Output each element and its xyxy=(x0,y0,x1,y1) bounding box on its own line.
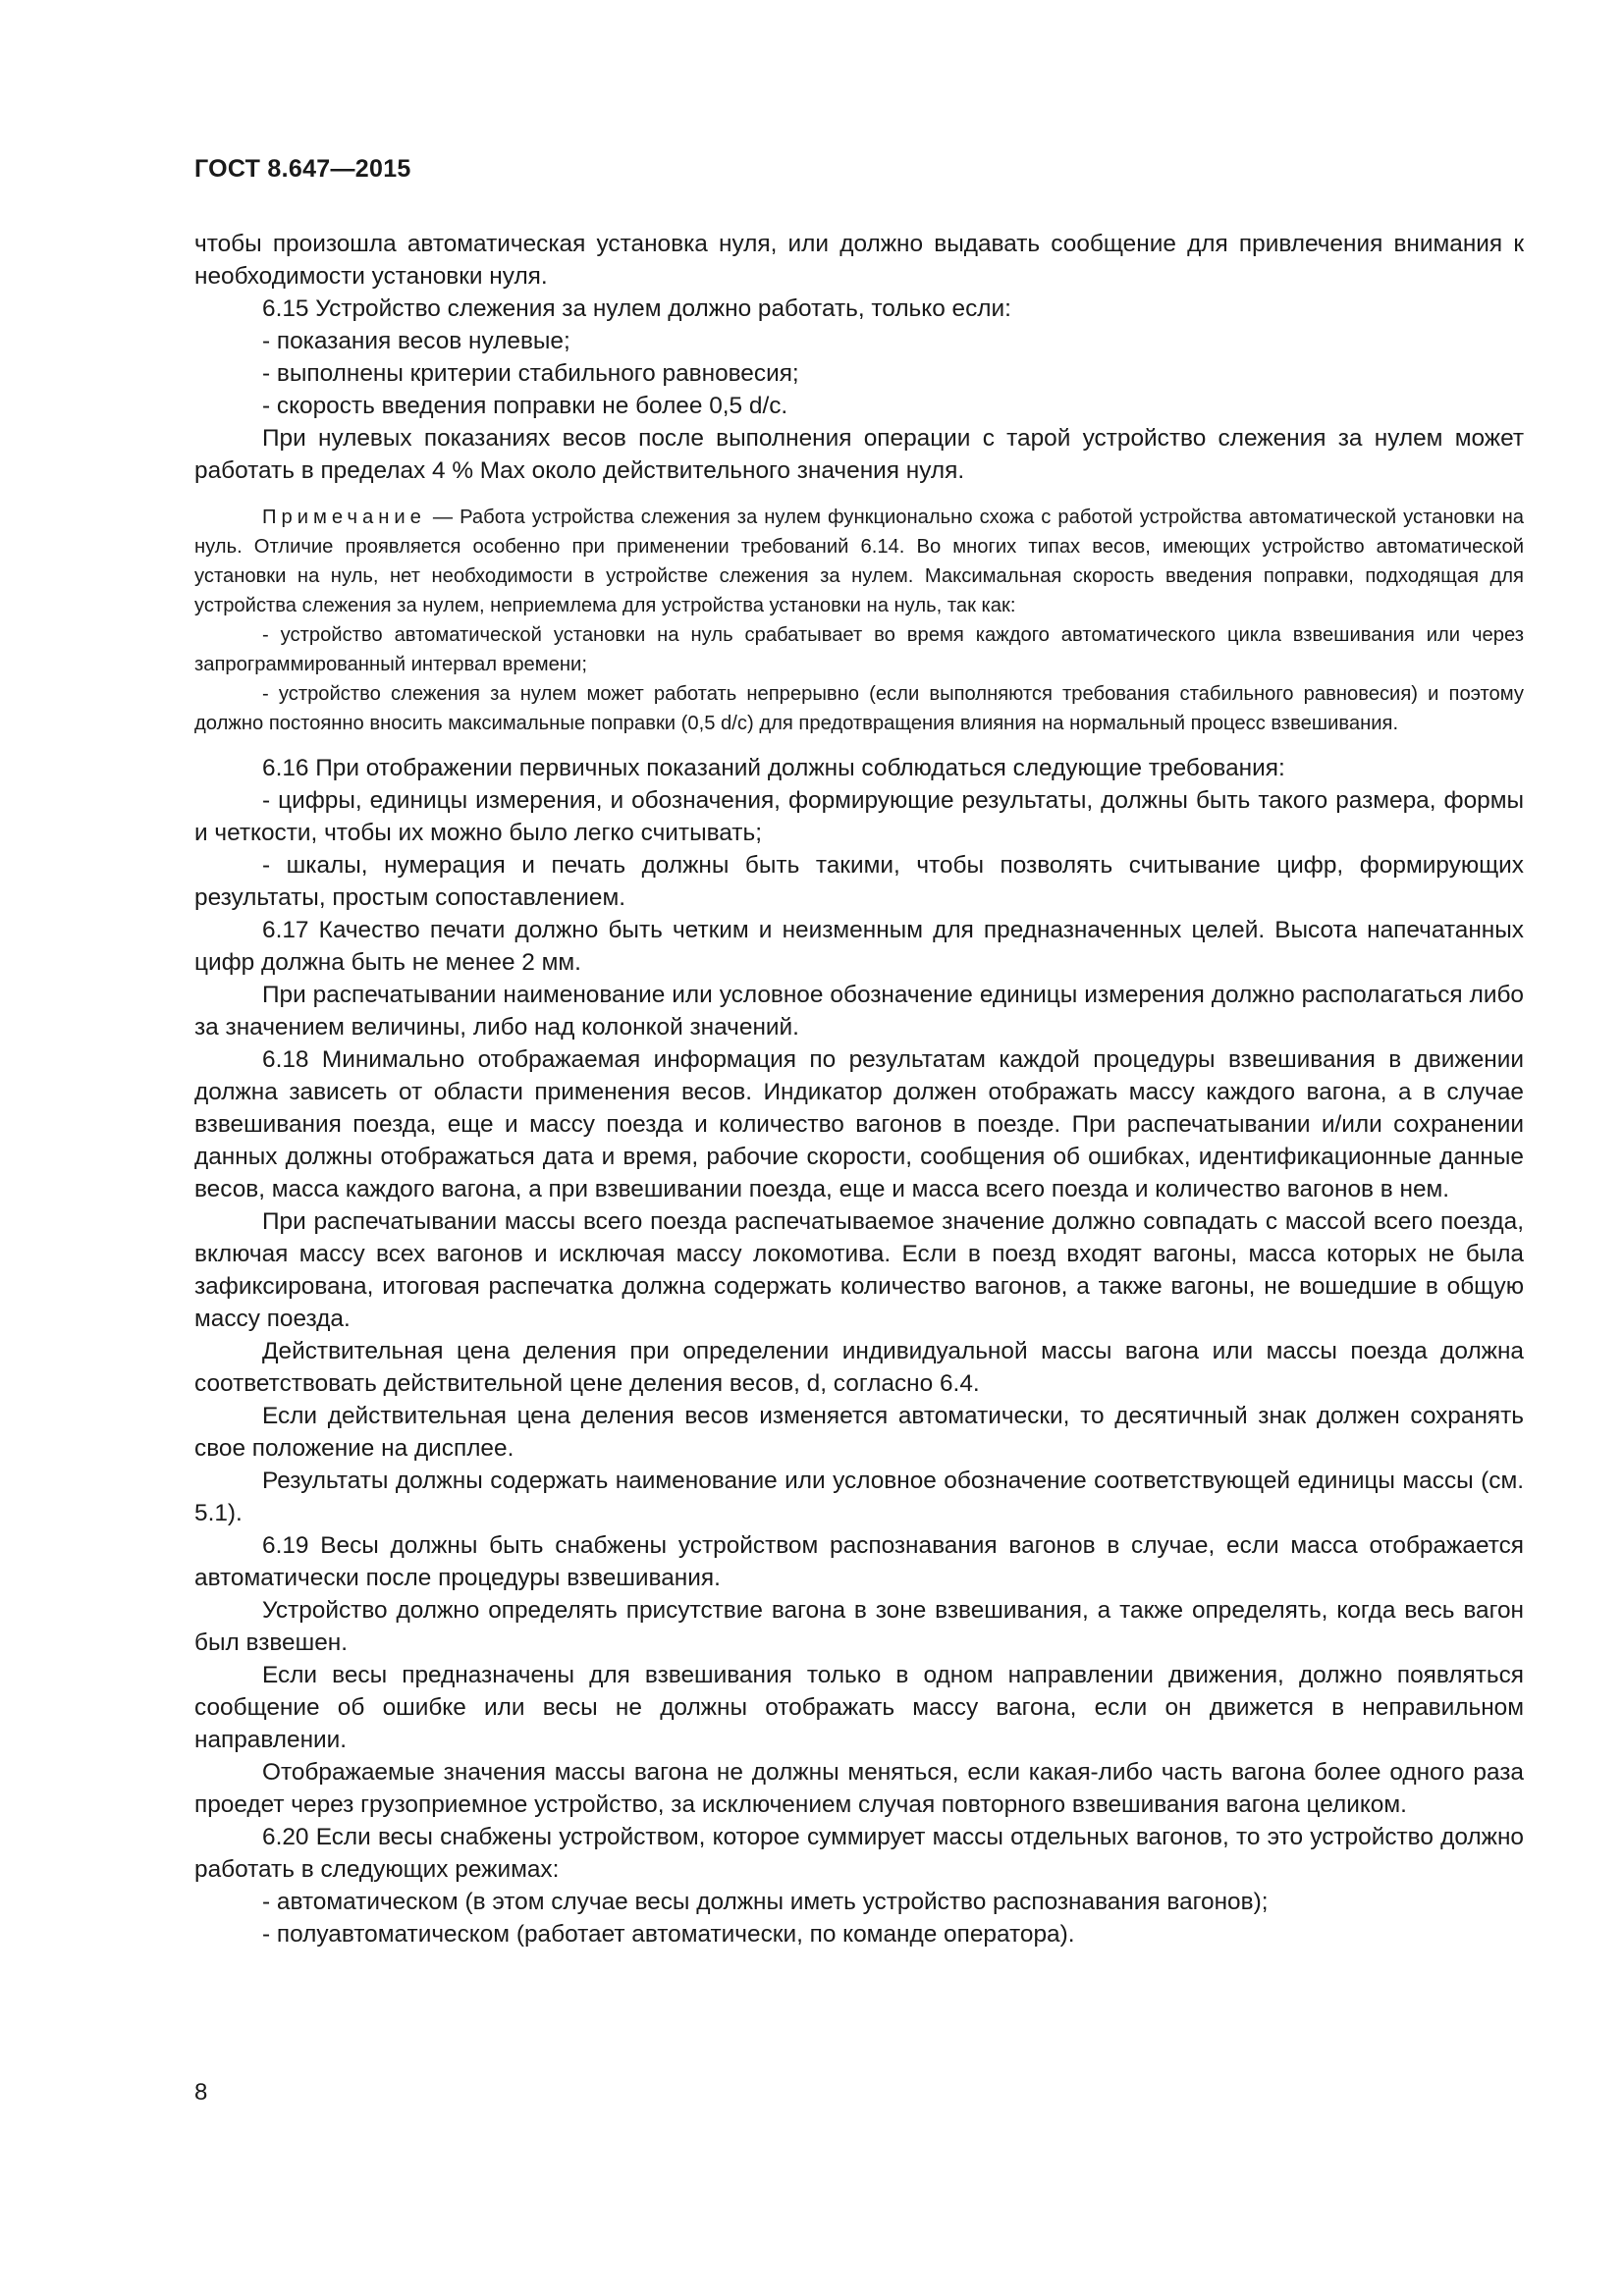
list-item: - шкалы, нумерация и печать должны быть такими, чтобы позволять считывание цифр, формирующих результаты, простым сопоставлением. xyxy=(194,852,1524,911)
list-item: - показания весов нулевые; xyxy=(262,328,570,354)
note-label: Примечание xyxy=(262,507,426,528)
note-item: - устройство слежения за нулем может работать непрерывно (если выполняются требования стабильного равновесия) и поэтому должно постоянно вносить максимальные поправки (0,5 d/c) для предотвращения влияния на нормальный процесс взвешивания. xyxy=(194,683,1524,734)
paragraph: Если весы предназначены для взвешивания только в одном направлении движения, должно появляться сообщение об ошибке или весы не должны отображать массу вагона, если он движется в неправильном направлении. xyxy=(194,1662,1524,1753)
clause-6-18: 6.18 Минимально отображаемая информация по результатам каждой процедуры взвешивания в движении должна зависеть от области применения весов. Индикатор должен отображать массу каждого вагона, а в случае взвешивания поезда, еще и массу поезда и количество вагонов в поезде. При распечатывании и/или сохранении данных должны отображаться дата и время, рабочие скорости, сообщения об ошибках, идентификационные данные весов, масса каждого вагона, а при взвешивании поезда, еще и масса всего поезда и количество вагонов в нем. xyxy=(194,1046,1524,1202)
paragraph: Результаты должны содержать наименование или условное обозначение соответствующей единицы массы (см. 5.1). xyxy=(194,1468,1524,1526)
paragraph: Если действительная цена деления весов изменяется автоматически, то десятичный знак должен сохранять свое положение на дисплее. xyxy=(194,1403,1524,1462)
list-item: - выполнены критерии стабильного равновесия; xyxy=(262,360,799,387)
note-text: Работа устройства слежения за нулем функционально схожа с работой устройства автоматической установки на нуль. Отличие проявляется особенно при применении требований 6.14. Во многих типах весов, имеющих устройство автоматической установки на нуль, нет необходимости в устройстве слежения за нулем. Максимальная скорость введения поправки, подходящая для устройства слежения за нулем, неприемлема для устройства установки на нуль, так как: xyxy=(194,507,1525,616)
clause-6-16: 6.16 При отображении первичных показаний должны соблюдаться следующие требования: xyxy=(262,755,1285,781)
note-item: - устройство автоматической установки на нуль срабатывает во время каждого автоматического цикла взвешивания или через запрограммированный интервал времени; xyxy=(194,624,1524,675)
clause-6-20: 6.20 Если весы снабжены устройством, которое суммирует массы отдельных вагонов, то это устройство должно работать в следующих режимах: xyxy=(194,1824,1524,1883)
clause-6-19: 6.19 Весы должны быть снабжены устройством распознавания вагонов в случае, если масса отображается автоматически после процедуры взвешивания. xyxy=(194,1532,1524,1591)
document-header: ГОСТ 8.647—2015 xyxy=(194,155,411,183)
page-number: 8 xyxy=(194,2079,208,2106)
note-intro xyxy=(194,503,1524,620)
paragraph: Отображаемые значения массы вагона не должны меняться, если какая-либо часть вагона более одного раза проедет через грузоприемное устройство, за исключением случая повторного взвешивания вагона целиком. xyxy=(194,1759,1524,1818)
note-dash: — xyxy=(425,507,460,528)
note-block xyxy=(194,503,1524,738)
paragraph: Действительная цена деления при определении индивидуальной массы вагона или массы поезда должна соответствовать действительной цене деления весов, d, согласно 6.4. xyxy=(194,1338,1524,1397)
paragraph: При нулевых показаниях весов после выполнения операции с тарой устройство слежения за нулем может работать в пределах 4 % Max около действительного значения нуля. xyxy=(194,425,1524,484)
clause-6-17: 6.17 Качество печати должно быть четким и неизменным для предназначенных целей. Высота напечатанных цифр должна быть не менее 2 мм. xyxy=(194,917,1524,976)
document-body xyxy=(194,228,1524,1950)
list-item: - автоматическом (в этом случае весы должны иметь устройство распознавания вагонов); xyxy=(262,1889,1269,1915)
paragraph: Устройство должно определять присутствие вагона в зоне взвешивания, а также определять, когда весь вагон был взвешен. xyxy=(194,1597,1524,1656)
list-item: - цифры, единицы измерения, и обозначения, формирующие результаты, должны быть такого размера, формы и четкости, чтобы их можно было легко считывать; xyxy=(194,787,1524,846)
paragraph: При распечатывании наименование или условное обозначение единицы измерения должно располагаться либо за значением величины, либо над колонкой значений. xyxy=(194,982,1524,1041)
paragraph: При распечатывании массы всего поезда распечатываемое значение должно совпадать с массой всего поезда, включая массу всех вагонов и исключая массу локомотива. Если в поезд входят вагоны, масса которых не была зафиксирована, итоговая распечатка должна содержать количество вагонов, а также вагоны, не вошедшие в общую массу поезда. xyxy=(194,1208,1524,1332)
clause-6-15: 6.15 Устройство слежения за нулем должно работать, только если: xyxy=(262,295,1011,322)
paragraph: чтобы произошла автоматическая установка нуля, или должно выдавать сообщение для привлечения внимания к необходимости установки нуля. xyxy=(194,231,1524,290)
list-item: - скорость введения поправки не более 0,5 d/c. xyxy=(262,393,788,419)
list-item: - полуавтоматическом (работает автоматически, по команде оператора). xyxy=(262,1921,1075,1948)
